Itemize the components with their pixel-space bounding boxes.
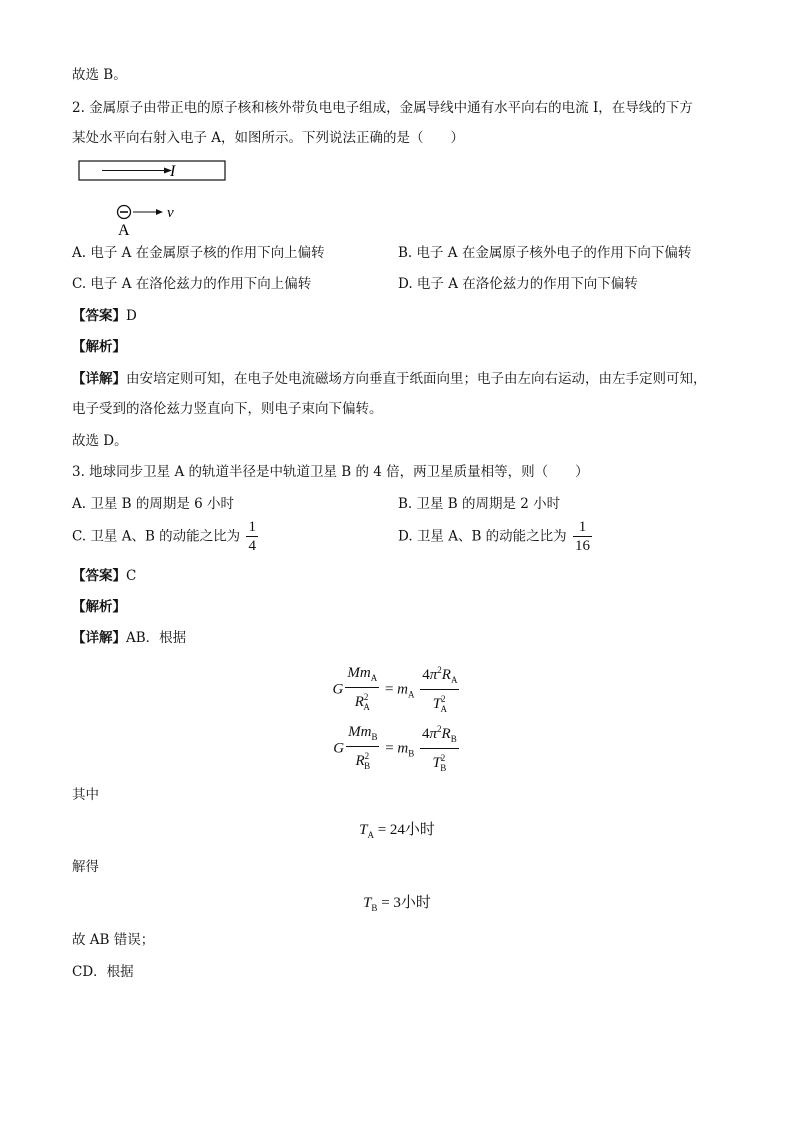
- q3-detail-start: [72, 628, 186, 648]
- equation-b: G $\frac{Mm_B}{R^2_B}$ = $m_B$ $\frac{4\pi^2R_B}{T^2_B}$: [0, 721, 794, 777]
- q3-option-d-text: D. 卫星 A、B 的动能之比为: [398, 528, 567, 545]
- q2-option-a: A. 电子 A 在金属原子核的作用下向上偏转: [72, 245, 325, 261]
- q3-option-b: B. 卫星 B 的周期是 2 小时: [398, 496, 561, 512]
- fraction-denominator: 4: [248, 538, 256, 554]
- q3-option-c: [72, 519, 260, 555]
- electron-label: A: [118, 222, 130, 239]
- q3-option-d-fraction: [573, 519, 592, 555]
- q3-stem: 3. 地球同步卫星 A 的轨道半径是中轨道卫星 B 的 4 倍，两卫星质量相等，则（ ）: [72, 464, 589, 480]
- q2-analysis-tag: 【解析】: [72, 339, 126, 355]
- equation-ta: $T_A = 24$小时: [359, 822, 435, 840]
- current-label: I: [170, 163, 176, 180]
- velocity-arrowhead: [156, 209, 163, 215]
- fraction-numerator: 1: [248, 519, 256, 535]
- equation-tb: $T_B = 3$小时: [363, 895, 431, 913]
- q2-option-d: D. 电子 A 在洛伦兹力的作用下向下偏转: [398, 276, 638, 292]
- q2-option-c: C. 电子 A 在洛伦兹力的作用下向上偏转: [72, 276, 312, 292]
- q2-figure: [72, 156, 242, 240]
- fraction-denominator: 16: [574, 538, 590, 554]
- q2-detail-line1: [72, 369, 707, 389]
- fraction-numerator: 1: [573, 519, 592, 537]
- q2-answer-line: [72, 306, 137, 326]
- previous-conclusion: 故选 B。: [72, 67, 127, 83]
- q3-option-a: A. 卫星 B 的周期是 6 小时: [72, 496, 235, 512]
- q3-answer: C: [126, 568, 137, 584]
- q3-option-c-fraction: [246, 519, 258, 555]
- q2-option-b: B. 电子 A 在金属原子核外电子的作用下向下偏转: [398, 245, 692, 261]
- q3-option-c-text: C. 卫星 A、B 的动能之比为: [72, 528, 241, 545]
- tb-value: = 3小时: [381, 895, 431, 911]
- equation-a: G $\frac{Mm_A}{R^2_A}$ = $m_A$ $\frac{4\pi^2R_A}{T^2_A}$: [0, 662, 794, 718]
- q3-among: 其中: [72, 787, 99, 803]
- q3-detail-text: AB．根据: [126, 630, 187, 646]
- q2-conclusion: 故选 D。: [72, 433, 128, 449]
- q2-detail-text1: 由安培定则可知，在电子处电流磁场方向垂直于纸面向里；电子由左向右运动，由左手定则可知，: [126, 371, 707, 387]
- detail-tag: 【详解】: [72, 630, 126, 646]
- detail-tag: 【详解】: [72, 371, 126, 387]
- answer-tag: 【答案】: [72, 308, 126, 324]
- q2-detail-line2: 电子受到的洛伦兹力竖直向下，则电子束向下偏转。: [72, 401, 383, 417]
- q3-solve: 解得: [72, 859, 99, 875]
- q2-answer: D: [126, 308, 137, 324]
- ta-value: = 24小时: [377, 822, 435, 838]
- q2-stem-line2: 某处水平向右射入电子 A，如图所示。下列说法正确的是（ ）: [72, 130, 465, 146]
- answer-tag: 【答案】: [72, 568, 126, 584]
- q2-stem-line1: 2. 金属原子由带正电的原子核和核外带负电电子组成，金属导线中通有水平向右的电流 I，在导线的下方: [72, 100, 693, 116]
- q3-answer-line: [72, 566, 136, 586]
- velocity-label: v: [167, 205, 174, 221]
- q3-cd-start: CD．根据: [72, 964, 134, 980]
- q3-analysis-tag: 【解析】: [72, 599, 126, 615]
- q3-wrong: 故 AB 错误；: [72, 932, 155, 948]
- q3-option-d: [398, 519, 594, 555]
